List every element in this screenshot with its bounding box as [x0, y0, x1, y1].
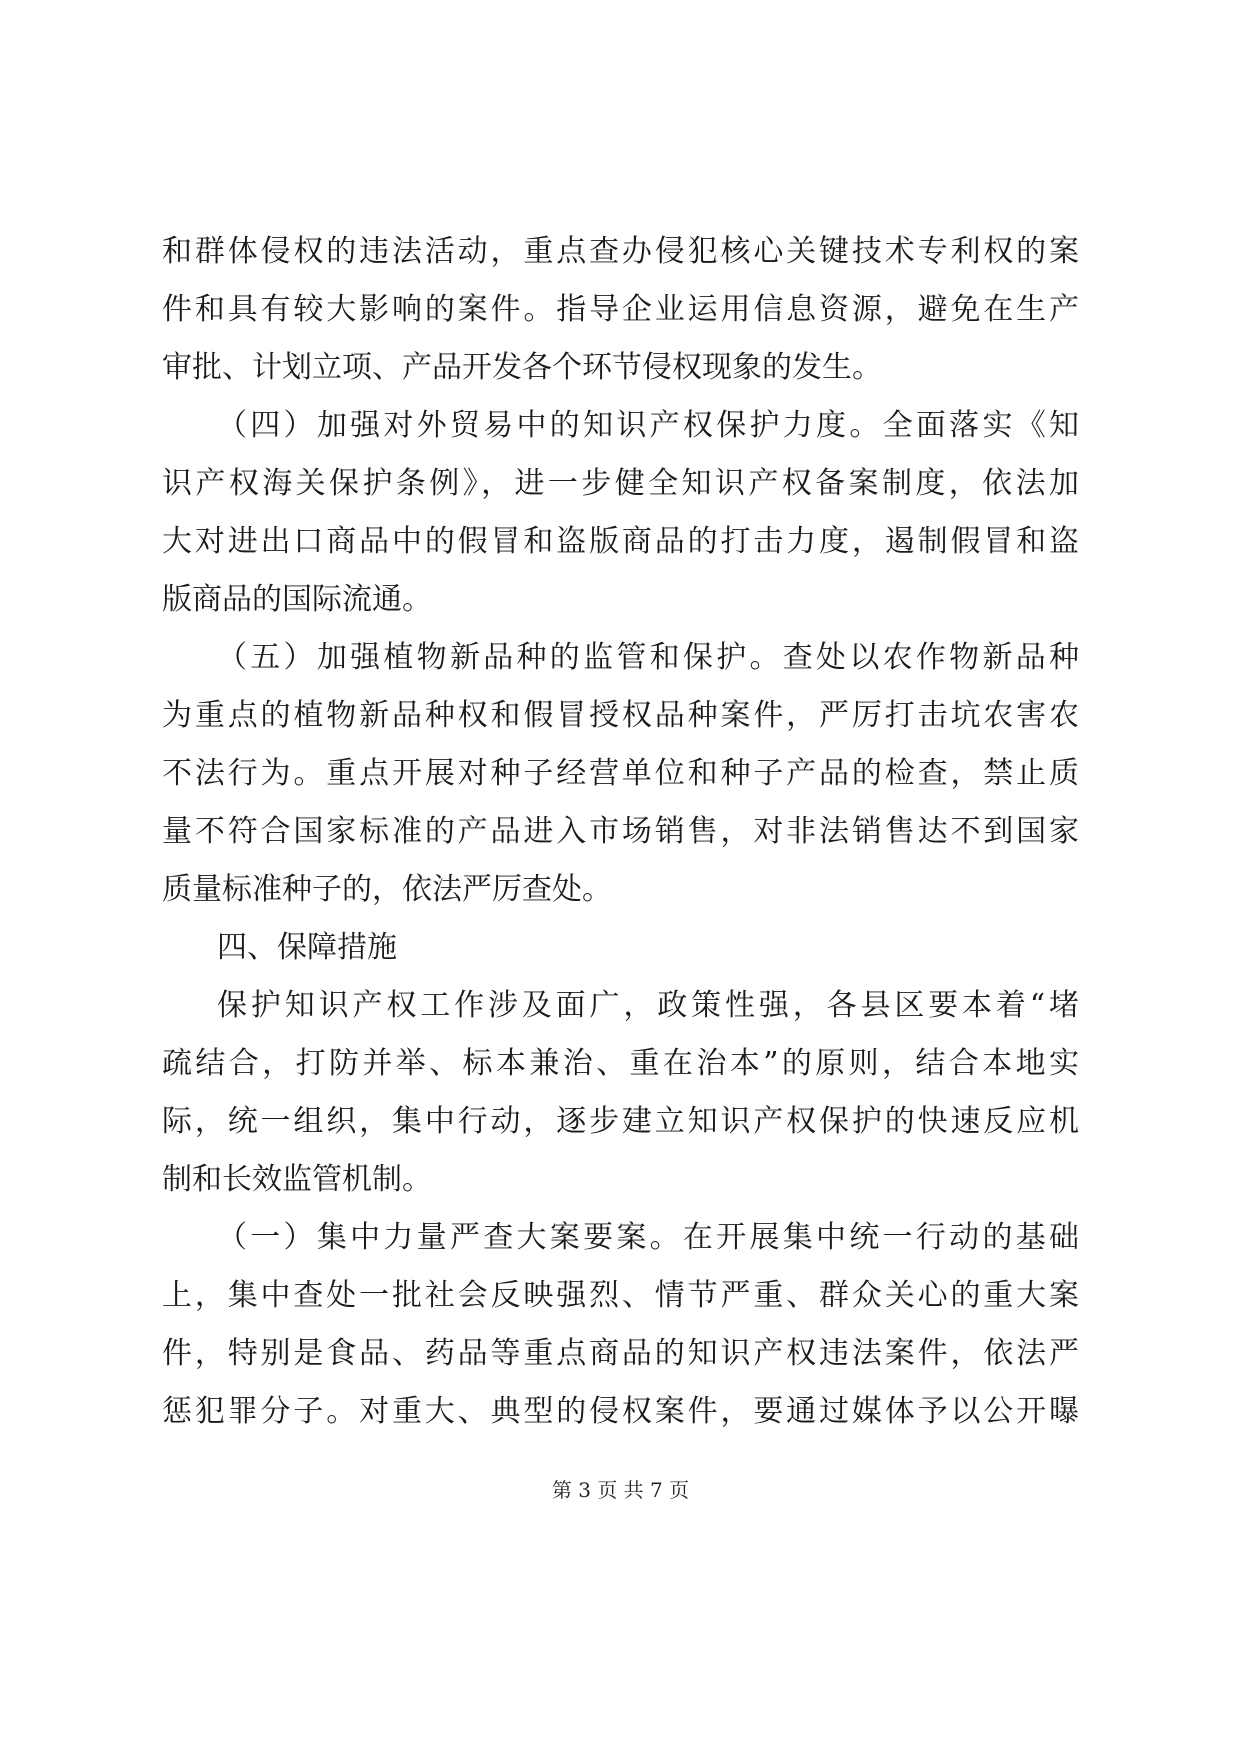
body-line: 质量标准种子的，依法严厉查处。	[162, 872, 612, 907]
body-line: 制和长效监管机制。	[162, 1162, 432, 1197]
body-line: 为重点的植物新品种权和假冒授权品种案件，严厉打击坑农害农	[162, 698, 1082, 733]
body-line: 件和具有较大影响的案件。指导企业运用信息资源，避免在生产	[162, 292, 1082, 327]
body-line: 版商品的国际流通。	[162, 582, 432, 617]
body-line: 惩犯罪分子。对重大、典型的侵权案件，要通过媒体予以公开曝	[162, 1394, 1082, 1429]
body-line: 疏结合，打防并举、标本兼治、重在治本”的原则，结合本地实	[162, 1046, 1083, 1081]
body-line: 不法行为。重点开展对种子经营单位和种子产品的检查，禁止质	[162, 756, 1082, 791]
body-line: 审批、计划立项、产品开发各个环节侵权现象的发生。	[162, 350, 882, 385]
body-line: 识产权海关保护条例》，进一步健全知识产权备案制度，依法加	[162, 466, 1083, 501]
body-line: （四）加强对外贸易中的知识产权保护力度。全面落实《知	[217, 408, 1083, 443]
body-line: （一）集中力量严查大案要案。在开展集中统一行动的基础	[217, 1220, 1083, 1255]
body-line: 际，统一组织，集中行动，逐步建立知识产权保护的快速反应机	[162, 1104, 1082, 1139]
body-line: 量不符合国家标准的产品进入市场销售，对非法销售达不到国家	[162, 814, 1082, 849]
body-line: 和群体侵权的违法活动，重点查办侵犯核心关键技术专利权的案	[162, 234, 1082, 269]
body-line: 件，特别是食品、药品等重点商品的知识产权违法案件，依法严	[162, 1336, 1082, 1371]
body-line: （五）加强植物新品种的监管和保护。查处以农作物新品种	[217, 640, 1083, 675]
body-line: 上，集中查处一批社会反映强烈、情节严重、群众关心的重大案	[162, 1278, 1082, 1313]
body-line: 保护知识产权工作涉及面广，政策性强，各县区要本着“堵	[217, 988, 1083, 1023]
body-line: 大对进出口商品中的假冒和盗版商品的打击力度，遏制假冒和盗	[162, 524, 1082, 559]
page-number-footer	[0, 1475, 1241, 1505]
page-number-label: 第 3 页 共 7 页	[551, 1478, 690, 1502]
section-heading: 四、保障措施	[217, 930, 397, 965]
